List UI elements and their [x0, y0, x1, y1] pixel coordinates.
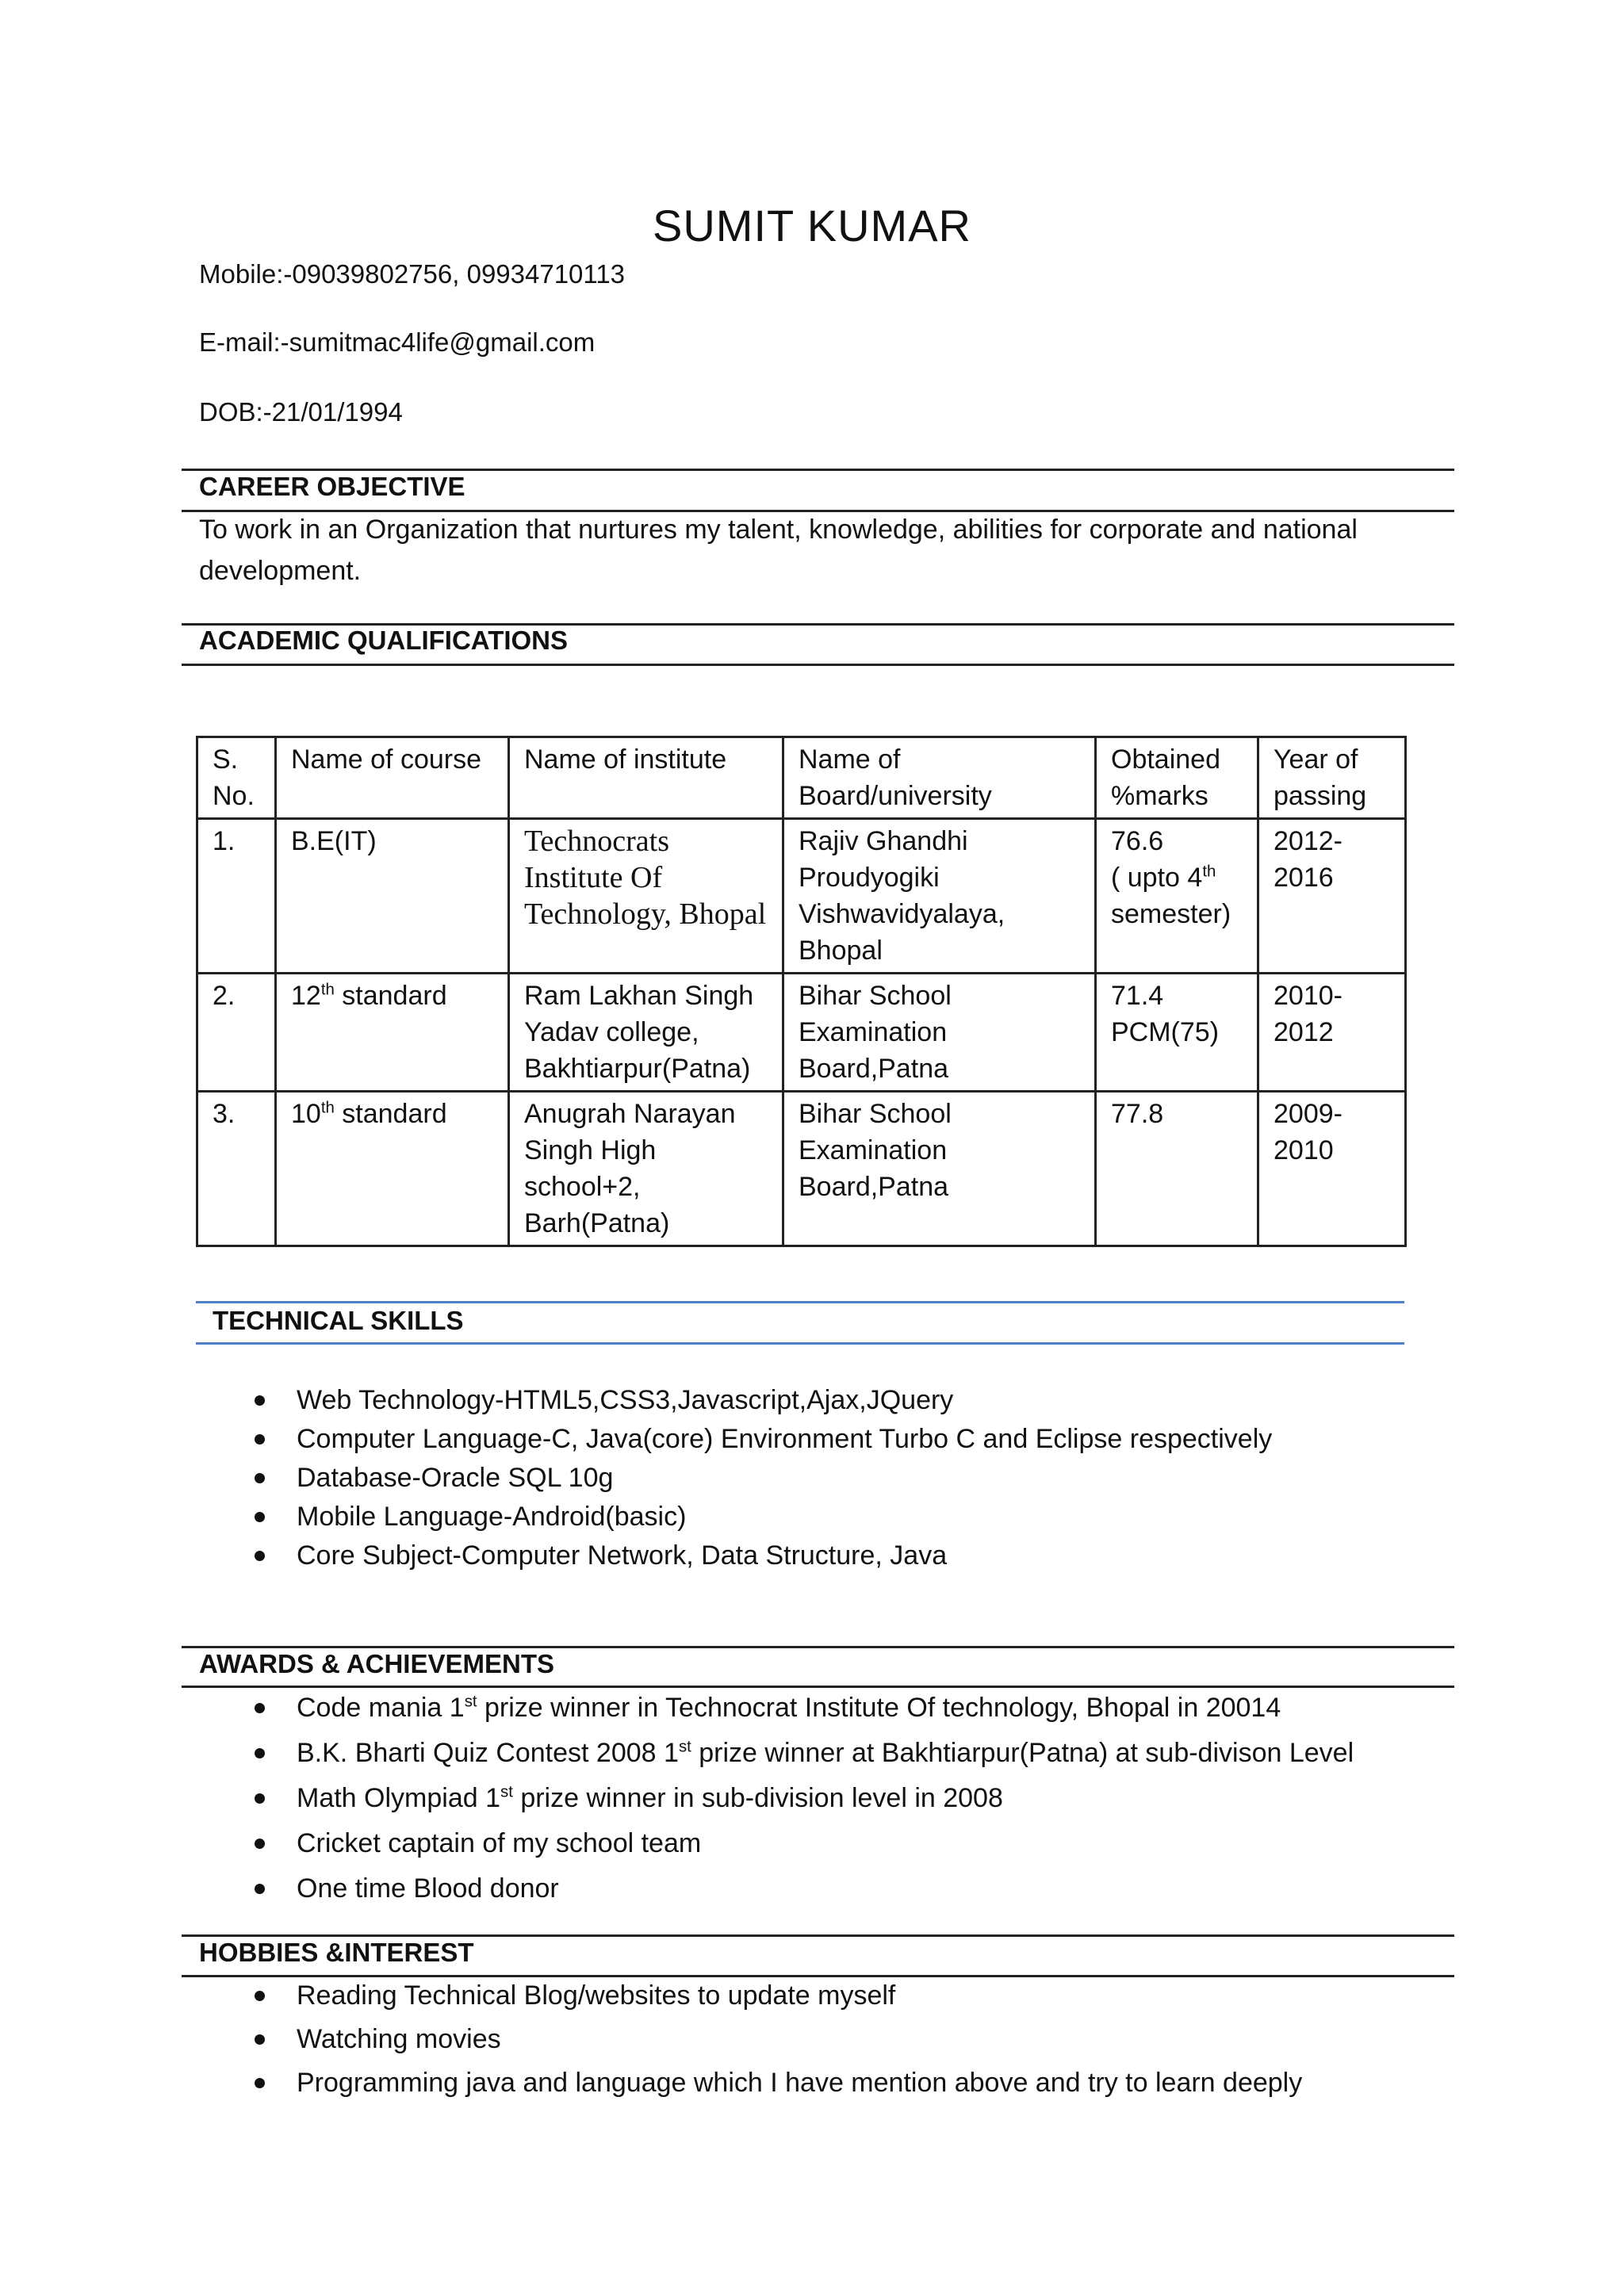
candidate-name: SUMIT KUMAR [653, 201, 971, 251]
list-item: Web Technology-HTML5,CSS3,Javascript,Ajax,JQuery [0, 1381, 1272, 1420]
table-header-row [197, 737, 1406, 819]
table-row [197, 974, 1406, 1092]
cell-institute: Technocrats Institute Of Technology, Bhopal [509, 819, 783, 974]
column-header: Name of institute [509, 737, 783, 819]
divider [182, 1934, 1454, 1937]
column-header: Obtained %marks [1096, 737, 1258, 819]
list-item: Math Olympiad 1st prize winner in sub-division level in 2008 [0, 1776, 1354, 1821]
awards-list [0, 1686, 1354, 1911]
cell-course: 12th standard [276, 974, 509, 1092]
mobile-numbers: Mobile:-09039802756, 09934710113 [199, 259, 626, 289]
cell-board: Bihar School Examination Board,Patna [783, 1092, 1096, 1246]
cell-board: Bihar School Examination Board,Patna [783, 974, 1096, 1092]
academic-table [196, 736, 1407, 1247]
career-objective-text: To work in an Organization that nurtures my talent, knowledge, abilities for corporate and national development. [199, 515, 1358, 586]
cell-year: 2009- 2010 [1258, 1092, 1406, 1246]
cell-institute: Anugrah Narayan Singh High school+2, Barh(Patna) [509, 1092, 783, 1246]
cell-course: B.E(IT) [276, 819, 509, 974]
list-item: One time Blood donor [0, 1866, 1354, 1911]
cell-year: 2010- 2012 [1258, 974, 1406, 1092]
list-item: Watching movies [0, 2018, 1302, 2061]
list-item: Computer Language-C, Java(core) Environment Turbo C and Eclipse respectively [0, 1420, 1272, 1459]
table-row [197, 819, 1406, 974]
divider [196, 1342, 1404, 1345]
list-item: Reading Technical Blog/websites to update myself [0, 1974, 1302, 2018]
cell-sno: 2. [197, 974, 276, 1092]
list-item: Core Subject-Computer Network, Data Structure, Java [0, 1536, 1272, 1575]
cell-marks: 76.6 ( upto 4th semester) [1096, 819, 1258, 974]
column-header: Name of Board/university [783, 737, 1096, 819]
column-header: Name of course [276, 737, 509, 819]
column-header: S. No. [197, 737, 276, 819]
divider [182, 664, 1454, 666]
hobbies-heading: HOBBIES &INTEREST [199, 1938, 474, 1967]
divider [196, 1301, 1404, 1303]
table-row [197, 1092, 1406, 1246]
cell-sno: 1. [197, 819, 276, 974]
list-item: Programming java and language which I have mention above and try to learn deeply [0, 2061, 1302, 2105]
awards-heading: AWARDS & ACHIEVEMENTS [199, 1649, 554, 1678]
divider [182, 469, 1454, 471]
cell-board: Rajiv Ghandhi Proudyogiki Vishwavidyalaya, Bhopal [783, 819, 1096, 974]
email-address: E-mail:-sumitmac4life@gmail.com [199, 327, 596, 357]
column-header: Year of passing [1258, 737, 1406, 819]
cell-institute: Ram Lakhan Singh Yadav college, Bakhtiarpur(Patna) [509, 974, 783, 1092]
list-item: Database-Oracle SQL 10g [0, 1459, 1272, 1498]
career-objective-heading: CAREER OBJECTIVE [199, 472, 465, 501]
cell-marks: 77.8 [1096, 1092, 1258, 1246]
list-item: B.K. Bharti Quiz Contest 2008 1st prize winner at Bakhtiarpur(Patna) at sub-divison Level [0, 1731, 1354, 1776]
technical-skills-list [0, 1381, 1272, 1575]
cell-marks: 71.4 PCM(75) [1096, 974, 1258, 1092]
cell-course: 10th standard [276, 1092, 509, 1246]
list-item: Cricket captain of my school team [0, 1821, 1354, 1866]
cell-year: 2012- 2016 [1258, 819, 1406, 974]
technical-skills-heading: TECHNICAL SKILLS [213, 1306, 464, 1335]
hobbies-list [0, 1974, 1302, 2105]
list-item: Mobile Language-Android(basic) [0, 1498, 1272, 1536]
academic-heading: ACADEMIC QUALIFICATIONS [199, 626, 569, 655]
divider [182, 1646, 1454, 1648]
cell-sno: 3. [197, 1092, 276, 1246]
list-item: Code mania 1st prize winner in Technocrat Institute Of technology, Bhopal in 20014 [0, 1686, 1354, 1731]
date-of-birth: DOB:-21/01/1994 [199, 397, 403, 427]
